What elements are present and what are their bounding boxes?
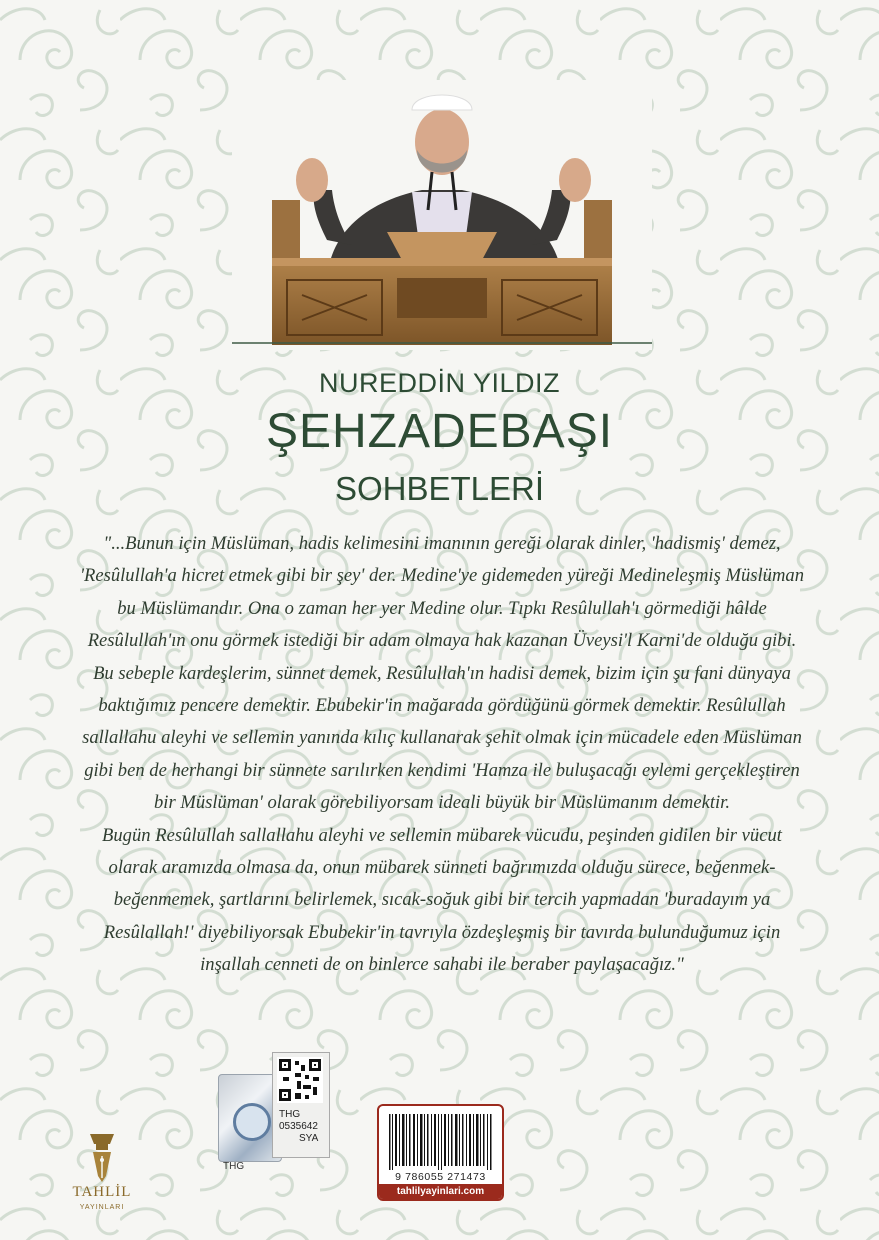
- hologram-emblem-icon: [233, 1103, 271, 1141]
- publisher-logo: [52, 1130, 152, 1220]
- isbn-number: 9 786055 271473: [395, 1171, 486, 1183]
- pen-nib-icon: [52, 1130, 152, 1184]
- book-subtitle: SOHBETLERİ: [334, 470, 545, 507]
- isbn-barcode: [377, 1104, 504, 1201]
- qr-sticker-line3: SYA: [299, 1133, 319, 1144]
- hologram-label: THG: [223, 1161, 245, 1172]
- qr-sticker-line2: 0535642: [279, 1121, 318, 1132]
- quote-paragraph: Bugün Resûlullah sallallahu aleyhi ve sellemin mübarek vücudu, peşinden gidilen bir vücut olarak aramızda olmasa da, onun mübarek sünneti bağrımızda olduğu sürece, beğenmek-beğenmemek, şartlarını belirlemek, sıcak-soğuk gibi bir tercih yapmadan 'buradayım ya Resûlallah!' diyebiliyorsak Ebubekir'in tavrıyla özdeşleşmiş bir tavırda bulunduğumuz için inşallah cenneti de on binlerce sahabi ile beraber paylaşacağız.": [102, 824, 782, 976]
- author-photo: [232, 80, 652, 350]
- quote-paragraph: Bu sebeple kardeşlerim, sünnet demek, Resûlullah'ın hadisi demek, bizim için şu fani dünyaya baktığımız pencere demektir. Ebubekir'in mağarada gördüğünü görmek demektir. Resûlullah sallallahu aleyhi ve sellemin yanında kılıç kullanarak şehit olmak için mücadele eden Müslüman gibi ben de herhangi bir sünnete sarılırken kendimi 'Hamza ile buluşacağı eylemi gerçekleştiren bir Müslüman' olarak görebiliyorsam ideali büyük bir Müslümanım demektir.: [82, 662, 802, 814]
- barcode-icon: [387, 1114, 494, 1170]
- qr-code-icon: [277, 1057, 323, 1103]
- publisher-website: tahlilyayinlari.com: [379, 1184, 502, 1199]
- quote-paragraph: "...Bunun için Müslüman, hadis kelimesini imanının gereği olarak dinler, 'hadismiş' demez, 'Resûlullah'a hicret etmek gibi bir şey' der. Medine'ye gidemeden yüreği Medineleşmiş Müslüman bu Müslümandır. Ona o zaman her yer Medine olur. Tıpkı Resûlullah'ı görmediği hâlde Resûlullah'ın onu görmek istediği bir adam olmaya hak kazanan Üveysi'l Karni'de olduğu gibi.: [80, 533, 804, 652]
- publisher-subtitle: YAYINLARI: [79, 1204, 125, 1211]
- book-title: ŞEHZADEBAŞI: [265, 405, 614, 458]
- publisher-name: TAHLİL: [72, 1184, 132, 1200]
- back-cover-quote: [78, 528, 806, 982]
- qr-sticker: [272, 1052, 330, 1158]
- security-stickers: [218, 1052, 328, 1172]
- qr-sticker-line1: THG: [279, 1109, 301, 1120]
- author-name: NUREDDİN YILDIZ: [318, 368, 561, 398]
